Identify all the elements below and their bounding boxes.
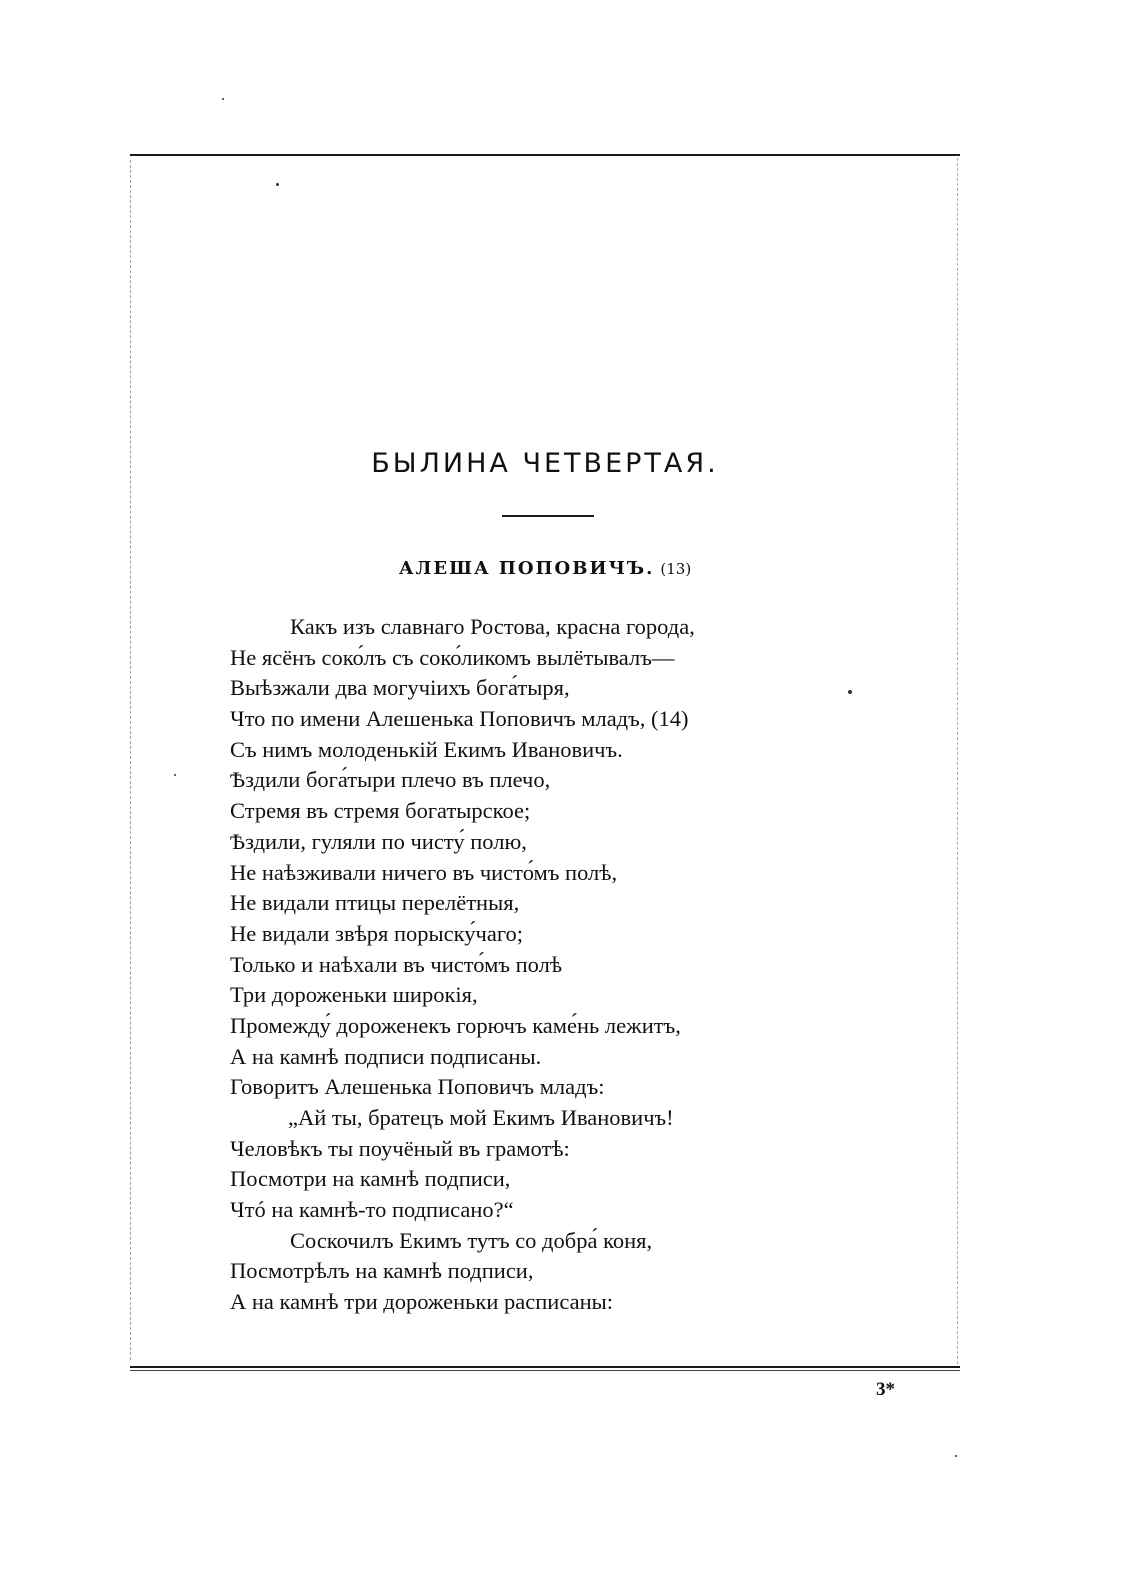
page-number: 3* <box>876 1379 895 1400</box>
verse-line: Выѣзжали два могучіихъ бога́тыря, <box>230 675 570 701</box>
scan-speck <box>222 98 224 100</box>
title-divider <box>502 515 594 517</box>
bottom-rule-thin <box>130 1370 960 1371</box>
verse-line: Ѣздили, гуляли по чисту́ полю, <box>230 828 527 854</box>
verse-line: Какъ изъ славнаго Ростова, красна города, <box>290 614 695 639</box>
verse-line: Не видали звѣря порыску́чаго; <box>230 920 523 946</box>
frame-left-edge <box>130 160 131 1360</box>
scan-speck <box>955 1455 957 1457</box>
scan-speck <box>174 774 176 776</box>
verse-line: Промежду́ дороженекъ горючъ каме́нь лежитъ, <box>230 1012 681 1038</box>
verse-line: Говоритъ Алешенька Поповичъ младъ: <box>230 1074 605 1100</box>
bottom-rule <box>130 1366 960 1368</box>
top-rule <box>130 154 960 156</box>
frame-right-edge <box>957 158 958 1364</box>
verse-line: Съ нимъ молоденькій Екимъ Ивановичъ. <box>230 736 623 762</box>
verse-line: Три дороженьки широкія, <box>230 982 478 1008</box>
verse-line: Стремя въ стремя богатырское; <box>230 798 531 824</box>
verse-line: Чтó на камнѣ-то подписано?“ <box>230 1197 514 1223</box>
verse-line: Посмотри на камнѣ подписи, <box>230 1166 511 1192</box>
verse-line: Не наѣзживали ничего въ чисто́мъ полѣ, <box>230 859 618 885</box>
verse-line: Ѣздили бога́тыри плечо въ плечо, <box>230 767 551 793</box>
poem-subtitle-text: АЛЕША ПОПОВИЧЪ. <box>398 558 655 579</box>
verse-line: „Ай ты, братецъ мой Екимъ Ивановичъ! <box>288 1105 674 1130</box>
footnote-ref: (13) <box>660 560 692 578</box>
verse-line: Не видали птицы перелётныя, <box>230 890 520 916</box>
verse-line: Что по имени Алешенька Поповичъ младъ, (14) <box>230 706 689 732</box>
verse-line: Человѣкъ ты поучёный въ грамотѣ: <box>230 1135 570 1161</box>
verse-line: Только и наѣхали въ чисто́мъ полѣ <box>230 951 563 977</box>
poem-subtitle <box>0 558 1090 579</box>
verse-line: Посмотрѣлъ на камнѣ подписи, <box>230 1258 534 1284</box>
verse-line: Соскочилъ Екимъ тутъ со добра́ коня, <box>290 1227 653 1253</box>
verse-block <box>230 612 850 1318</box>
verse-line: Не ясёнъ соко́лъ съ соко́ликомъ вылётывалъ— <box>230 644 675 670</box>
chapter-title: БЫЛИНА ЧЕТВЕРТАЯ. <box>371 448 719 479</box>
scan-speck <box>276 183 279 186</box>
verse-line: А на камнѣ три дороженьки расписаны: <box>230 1289 613 1315</box>
verse-line: А на камнѣ подписи подписаны. <box>230 1043 542 1069</box>
